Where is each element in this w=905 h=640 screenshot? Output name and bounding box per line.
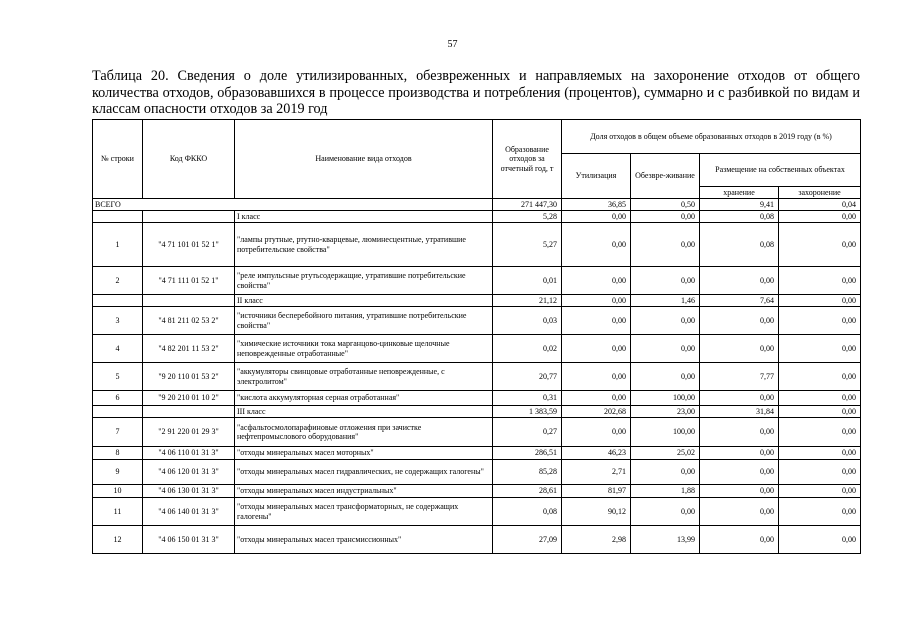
table-caption: Таблица 20. Сведения о доле утилизированных, обезвреженных и направляемых на захоронение отходов от общего количества отходов, образовавшихся в процессе производства и потребления (процентов), суммарно и с разбивкой по видам и классам опасности отходов за 2019 год bbox=[92, 68, 860, 117]
row-neutralization: 0,00 bbox=[631, 223, 700, 267]
header-utilization: Утилизация bbox=[562, 154, 631, 199]
class-storage: 0,08 bbox=[700, 211, 779, 223]
row-code: "4 81 211 02 53 2" bbox=[143, 307, 235, 335]
row-storage: 0,00 bbox=[700, 460, 779, 485]
class-burial: 0,00 bbox=[779, 406, 861, 418]
row-no: 7 bbox=[93, 418, 143, 447]
class-burial: 0,00 bbox=[779, 211, 861, 223]
row-neutralization: 0,00 bbox=[631, 460, 700, 485]
row-code: "4 06 150 01 31 3" bbox=[143, 526, 235, 554]
table-row bbox=[93, 267, 861, 295]
row-code: "4 82 201 11 53 2" bbox=[143, 335, 235, 363]
table-row bbox=[93, 223, 861, 267]
row-burial: 0,00 bbox=[779, 363, 861, 391]
row-storage: 0,00 bbox=[700, 498, 779, 526]
row-neutralization: 100,00 bbox=[631, 391, 700, 406]
row-utilization: 0,00 bbox=[562, 418, 631, 447]
class-burial: 0,00 bbox=[779, 295, 861, 307]
class-utilization: 202,68 bbox=[562, 406, 631, 418]
row-formation: 20,77 bbox=[493, 363, 562, 391]
header-placement: Размещение на собственных объектах bbox=[700, 154, 861, 187]
row-storage: 7,77 bbox=[700, 363, 779, 391]
row-no: 8 bbox=[93, 447, 143, 460]
total-storage: 9,41 bbox=[700, 199, 779, 211]
total-label: ВСЕГО bbox=[93, 199, 493, 211]
class-utilization: 0,00 bbox=[562, 211, 631, 223]
header-share: Доля отходов в общем объеме образованных отходов в 2019 году (в %) bbox=[562, 120, 861, 154]
row-utilization: 81,97 bbox=[562, 485, 631, 498]
row-no: 2 bbox=[93, 267, 143, 295]
row-neutralization: 0,00 bbox=[631, 307, 700, 335]
row-utilization: 2,98 bbox=[562, 526, 631, 554]
class-neutralization: 0,00 bbox=[631, 211, 700, 223]
row-burial: 0,00 bbox=[779, 460, 861, 485]
class-row bbox=[93, 211, 861, 223]
row-formation: 0,08 bbox=[493, 498, 562, 526]
table-row bbox=[93, 307, 861, 335]
row-neutralization: 0,00 bbox=[631, 267, 700, 295]
row-formation: 5,27 bbox=[493, 223, 562, 267]
total-formation: 271 447,30 bbox=[493, 199, 562, 211]
row-no: 12 bbox=[93, 526, 143, 554]
row-name: "химические источники тока марганцово-цинковые щелочные неповрежденные отработанные" bbox=[235, 335, 493, 363]
header-name: Наименование вида отходов bbox=[235, 120, 493, 199]
header-formation: Образование отходов за отчетный год, т bbox=[493, 120, 562, 199]
row-formation: 0,27 bbox=[493, 418, 562, 447]
row-name: "отходы минеральных масел моторных" bbox=[235, 447, 493, 460]
row-formation: 286,51 bbox=[493, 447, 562, 460]
table-row bbox=[93, 363, 861, 391]
class-row bbox=[93, 406, 861, 418]
class-label: II класс bbox=[235, 295, 493, 307]
row-no: 4 bbox=[93, 335, 143, 363]
row-burial: 0,00 bbox=[779, 498, 861, 526]
class-neutralization: 1,46 bbox=[631, 295, 700, 307]
row-burial: 0,00 bbox=[779, 526, 861, 554]
row-code: "4 71 111 01 52 1" bbox=[143, 267, 235, 295]
table-row bbox=[93, 391, 861, 406]
row-burial: 0,00 bbox=[779, 485, 861, 498]
row-no: 1 bbox=[93, 223, 143, 267]
row-formation: 27,09 bbox=[493, 526, 562, 554]
row-storage: 0,00 bbox=[700, 391, 779, 406]
row-utilization: 0,00 bbox=[562, 335, 631, 363]
row-formation: 28,61 bbox=[493, 485, 562, 498]
row-utilization: 46,23 bbox=[562, 447, 631, 460]
row-code: "9 20 210 01 10 2" bbox=[143, 391, 235, 406]
total-utilization: 36,85 bbox=[562, 199, 631, 211]
row-burial: 0,00 bbox=[779, 335, 861, 363]
row-utilization: 0,00 bbox=[562, 223, 631, 267]
row-utilization: 0,00 bbox=[562, 307, 631, 335]
total-burial: 0,04 bbox=[779, 199, 861, 211]
row-neutralization: 13,99 bbox=[631, 526, 700, 554]
class-utilization: 0,00 bbox=[562, 295, 631, 307]
row-name: "отходы минеральных масел индустриальных" bbox=[235, 485, 493, 498]
row-no: 11 bbox=[93, 498, 143, 526]
class-formation: 21,12 bbox=[493, 295, 562, 307]
table-row bbox=[93, 335, 861, 363]
row-name: "асфальтосмолопарафиновые отложения при зачистке нефтепромыслового оборудования" bbox=[235, 418, 493, 447]
row-burial: 0,00 bbox=[779, 447, 861, 460]
table-row bbox=[93, 526, 861, 554]
row-formation: 85,28 bbox=[493, 460, 562, 485]
page-number: 57 bbox=[447, 39, 458, 50]
class-storage: 7,64 bbox=[700, 295, 779, 307]
row-neutralization: 1,88 bbox=[631, 485, 700, 498]
class-neutralization: 23,00 bbox=[631, 406, 700, 418]
row-name: "источники бесперебойного питания, утратившие потребительские свойства" bbox=[235, 307, 493, 335]
class-storage: 31,84 bbox=[700, 406, 779, 418]
row-no: 10 bbox=[93, 485, 143, 498]
row-burial: 0,00 bbox=[779, 267, 861, 295]
row-name: "реле импульсные ртутьсодержащие, утратившие потребительские свойства" bbox=[235, 267, 493, 295]
row-storage: 0,00 bbox=[700, 307, 779, 335]
row-neutralization: 100,00 bbox=[631, 418, 700, 447]
row-storage: 0,00 bbox=[700, 418, 779, 447]
table-row bbox=[93, 498, 861, 526]
row-utilization: 0,00 bbox=[562, 267, 631, 295]
header-row-no: № строки bbox=[93, 120, 143, 199]
row-code: "9 20 110 01 53 2" bbox=[143, 363, 235, 391]
row-utilization: 90,12 bbox=[562, 498, 631, 526]
row-storage: 0,00 bbox=[700, 526, 779, 554]
header-neutralization: Обезвре-живание bbox=[631, 154, 700, 199]
row-burial: 0,00 bbox=[779, 307, 861, 335]
class-label: III класс bbox=[235, 406, 493, 418]
total-row bbox=[93, 199, 861, 211]
row-name: "кислота аккумуляторная серная отработанная" bbox=[235, 391, 493, 406]
class-row bbox=[93, 295, 861, 307]
row-utilization: 0,00 bbox=[562, 363, 631, 391]
row-formation: 0,02 bbox=[493, 335, 562, 363]
row-code: "2 91 220 01 29 3" bbox=[143, 418, 235, 447]
row-no: 6 bbox=[93, 391, 143, 406]
row-neutralization: 0,00 bbox=[631, 363, 700, 391]
table-row bbox=[93, 485, 861, 498]
row-formation: 0,01 bbox=[493, 267, 562, 295]
row-code: "4 71 101 01 52 1" bbox=[143, 223, 235, 267]
row-code: "4 06 110 01 31 3" bbox=[143, 447, 235, 460]
header-burial: захоронение bbox=[779, 187, 861, 199]
header-storage: хранение bbox=[700, 187, 779, 199]
row-code: "4 06 140 01 31 3" bbox=[143, 498, 235, 526]
header-code: Код ФККО bbox=[143, 120, 235, 199]
row-burial: 0,00 bbox=[779, 223, 861, 267]
row-name: "отходы минеральных масел трансформаторных, не содержащих галогены" bbox=[235, 498, 493, 526]
table-row bbox=[93, 460, 861, 485]
waste-share-table bbox=[92, 119, 861, 554]
class-formation: 5,28 bbox=[493, 211, 562, 223]
row-name: "лампы ртутные, ртутно-кварцевые, люминесцентные, утратившие потребительские свойства" bbox=[235, 223, 493, 267]
row-storage: 0,00 bbox=[700, 485, 779, 498]
row-utilization: 0,00 bbox=[562, 391, 631, 406]
row-neutralization: 25,02 bbox=[631, 447, 700, 460]
row-no: 3 bbox=[93, 307, 143, 335]
row-storage: 0,00 bbox=[700, 267, 779, 295]
row-storage: 0,00 bbox=[700, 447, 779, 460]
row-name: "аккумуляторы свинцовые отработанные неповрежденные, с электролитом" bbox=[235, 363, 493, 391]
row-formation: 0,03 bbox=[493, 307, 562, 335]
row-storage: 0,00 bbox=[700, 335, 779, 363]
row-no: 9 bbox=[93, 460, 143, 485]
row-utilization: 2,71 bbox=[562, 460, 631, 485]
row-neutralization: 0,00 bbox=[631, 335, 700, 363]
row-code: "4 06 130 01 31 3" bbox=[143, 485, 235, 498]
row-name: "отходы минеральных масел трансмиссионных" bbox=[235, 526, 493, 554]
row-burial: 0,00 bbox=[779, 391, 861, 406]
row-code: "4 06 120 01 31 3" bbox=[143, 460, 235, 485]
row-formation: 0,31 bbox=[493, 391, 562, 406]
class-formation: 1 383,59 bbox=[493, 406, 562, 418]
total-neutralization: 0,50 bbox=[631, 199, 700, 211]
row-neutralization: 0,00 bbox=[631, 498, 700, 526]
row-no: 5 bbox=[93, 363, 143, 391]
table-row bbox=[93, 447, 861, 460]
row-name: "отходы минеральных масел гидравлических, не содержащих галогены" bbox=[235, 460, 493, 485]
row-burial: 0,00 bbox=[779, 418, 861, 447]
table-row bbox=[93, 418, 861, 447]
row-storage: 0,08 bbox=[700, 223, 779, 267]
class-label: I класс bbox=[235, 211, 493, 223]
